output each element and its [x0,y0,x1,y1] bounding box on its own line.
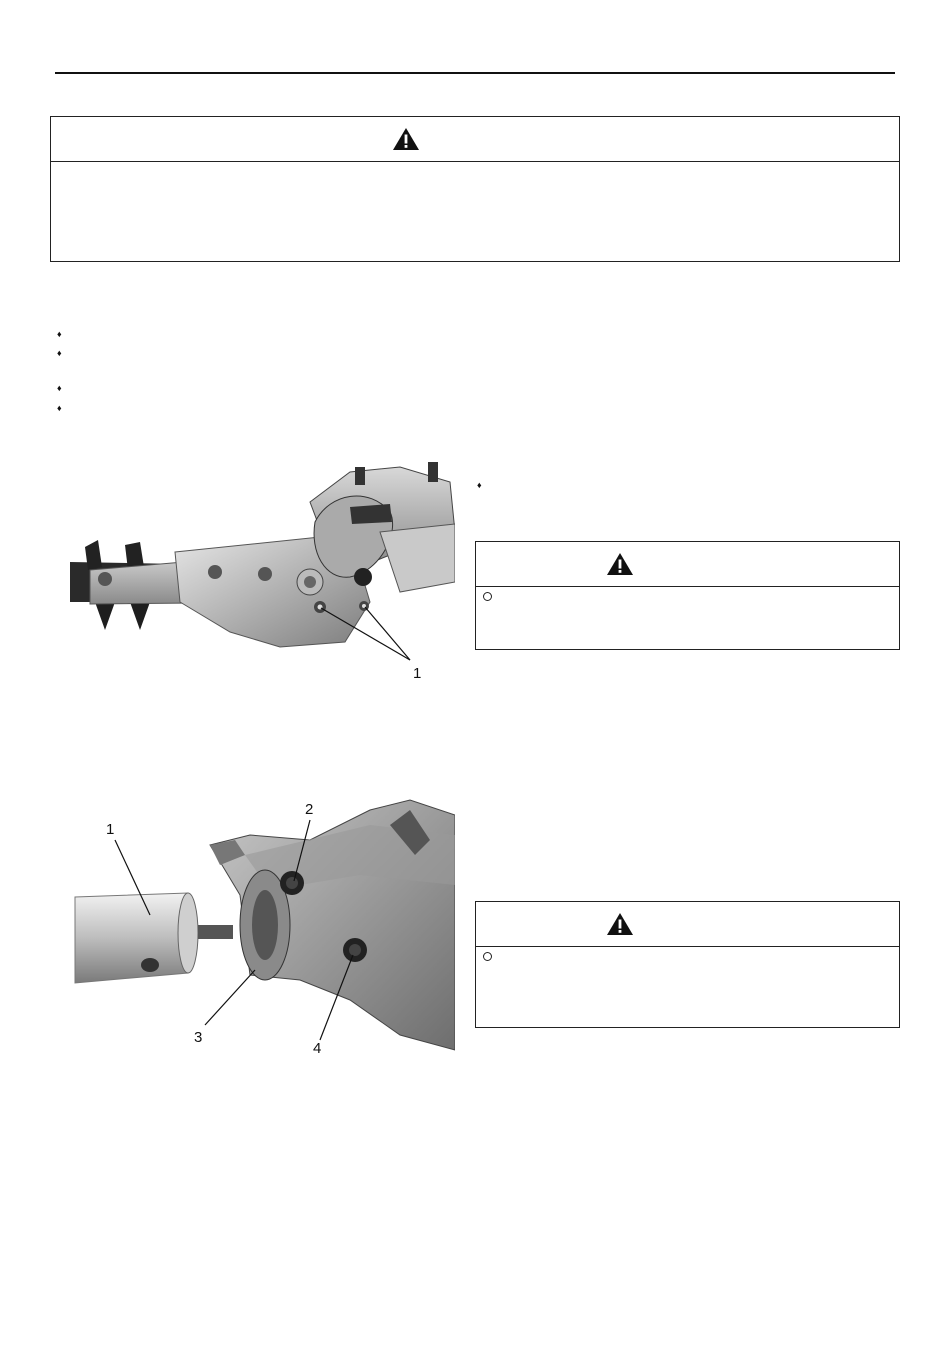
warning-box-header [51,117,899,162]
figure-1-callout-1: 1 [413,665,422,682]
diamond-bullet-icon: ♦ [57,383,62,393]
warning-box-main [50,116,900,262]
figure-2-callout-1: 1 [106,821,115,838]
warning-box-header [476,542,899,587]
diamond-bullet-icon: ♦ [57,403,62,413]
diamond-bullet-icon: ♦ [477,480,482,490]
warning-triangle-icon [606,552,634,576]
warning-triangle-icon [392,127,420,151]
warning-triangle-icon [606,912,634,936]
figure-2-callout-2: 2 [305,801,314,818]
warning-box-header [476,902,899,947]
diamond-bullet-icon: ♦ [57,329,62,339]
figure-shaft-coupling [70,795,455,1060]
figure-hedge-trimmer-gearbox [70,452,455,687]
warning-box-tertiary [475,901,900,1028]
warning-box-secondary [475,541,900,650]
header-rule [55,72,895,74]
circle-bullet-icon [483,952,492,961]
diamond-bullet-icon: ♦ [57,348,62,358]
figure-2-callout-3: 3 [194,1029,203,1046]
circle-bullet-icon [483,592,492,601]
figure-2-callout-4: 4 [313,1040,322,1057]
